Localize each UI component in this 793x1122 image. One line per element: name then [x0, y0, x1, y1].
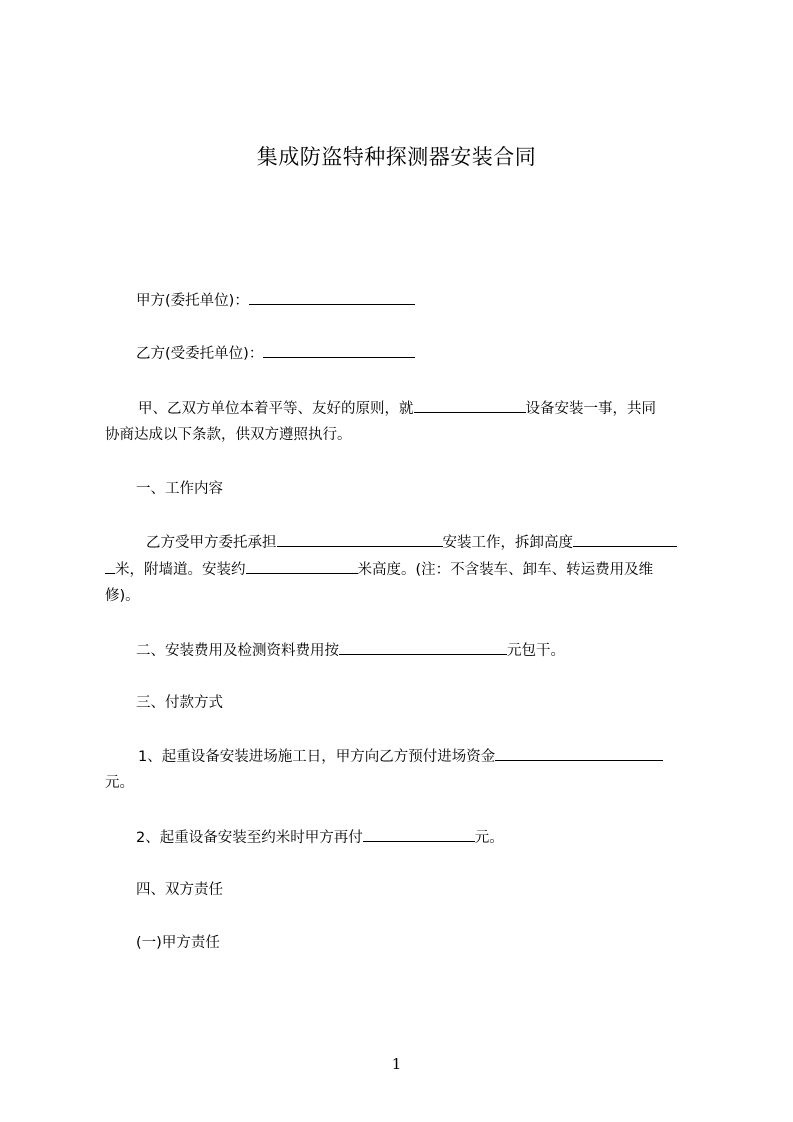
disassembly-height-blank[interactable] [573, 532, 677, 547]
intro-text-b: 设备安装一事，共同 [525, 401, 656, 417]
height-blank-tail[interactable] [105, 559, 115, 574]
work-blank-1[interactable] [277, 532, 357, 547]
second-payment-blank[interactable] [363, 827, 475, 842]
payment2-text-b: 元。 [474, 830, 504, 846]
section4-heading: 四、双方责任 [136, 882, 223, 898]
section1-heading: 一、工作内容 [136, 481, 223, 497]
work-text-a: 乙方受甲方委托承担 [146, 535, 277, 551]
section2-line [136, 640, 565, 661]
work-line-1 [146, 532, 677, 553]
party-b-label: 乙方(受委托单位)： [136, 346, 264, 362]
section2-text-a: 二、安装费用及检测资料费用按 [136, 643, 339, 659]
payment1-line-1 [138, 746, 663, 767]
subsection1-heading: (一)甲方责任 [136, 935, 220, 951]
party-a-blank[interactable] [249, 290, 415, 305]
party-b-line [136, 343, 415, 364]
party-b-blank[interactable] [263, 343, 415, 358]
payment1-text: 1、起重设备安装进场施工日，甲方向乙方预付进场资金 [138, 749, 496, 765]
contract-title: 集成防盗特种探测器安装合同 [256, 145, 537, 169]
payment2-text-a: 2、起重设备安装至约米时甲方再付 [136, 830, 363, 846]
work-line-3: 修)。 [105, 588, 140, 604]
equipment-blank[interactable] [414, 398, 526, 413]
work-text-b: 安装工作，拆卸高度 [442, 535, 573, 551]
install-height-blank[interactable] [246, 559, 358, 574]
page-number: 1 [391, 1055, 402, 1073]
section3-heading: 三、付款方式 [136, 695, 223, 711]
advance-payment-blank[interactable] [495, 746, 663, 761]
work-line-2 [105, 559, 653, 580]
section2-text-b: 元包干。 [507, 643, 565, 659]
intro-line-1 [138, 398, 656, 419]
payment2-line [136, 827, 504, 848]
work-text-c: 米，附墙道。安装约 [115, 562, 246, 578]
party-a-line [136, 290, 415, 311]
payment1-line-2: 元。 [105, 775, 134, 791]
work-blank-2[interactable] [357, 532, 443, 547]
work-text-d: 米高度。(注：不含装车、卸车、转运费用及维 [357, 562, 654, 578]
intro-line-2: 协商达成以下条款，供双方遵照执行。 [105, 427, 352, 443]
fee-blank[interactable] [339, 640, 507, 655]
party-a-label: 甲方(委托单位)： [136, 293, 249, 309]
intro-text-a: 甲、乙双方单位本着平等、友好的原则，就 [138, 401, 414, 417]
